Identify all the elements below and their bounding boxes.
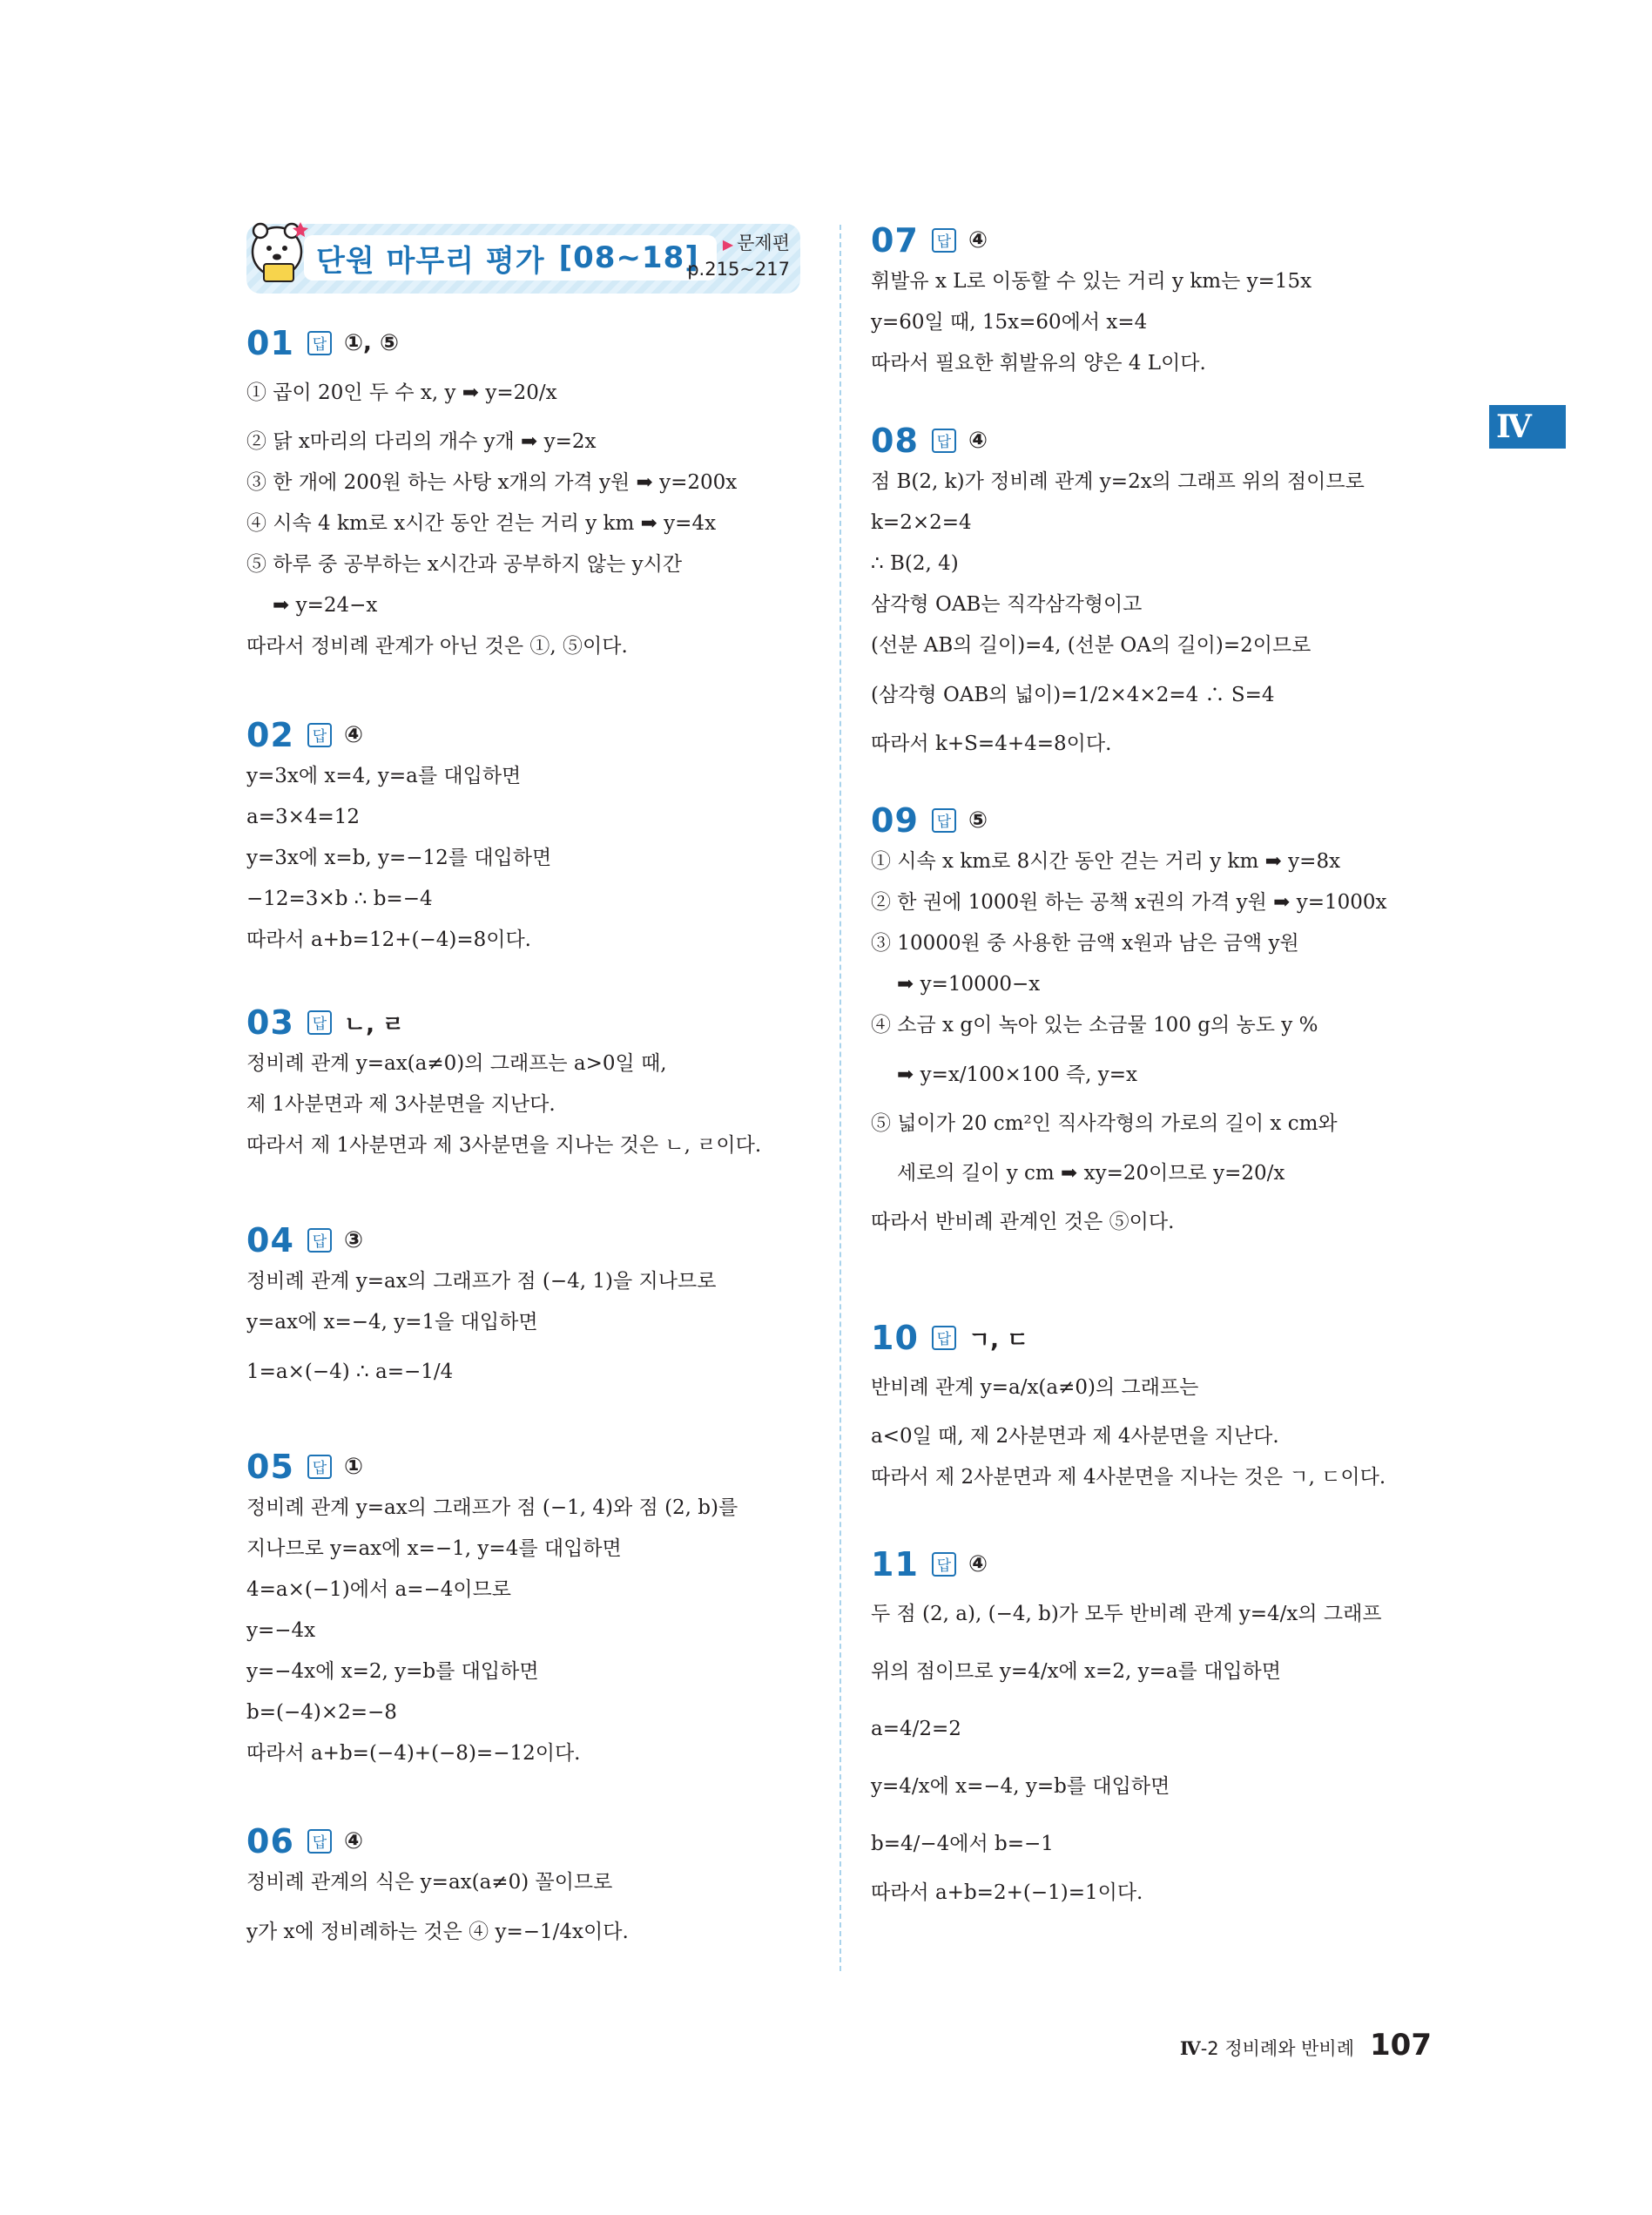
solution-line: 정비례 관계의 식은 y=ax(a≠0) 꼴이므로 — [246, 1871, 613, 1894]
solution-line: ③ 10000원 중 사용한 금액 x원과 남은 금액 y원 — [871, 932, 1299, 955]
answer-badge-icon: 답 — [307, 723, 332, 747]
chapter-tab: Ⅳ — [1489, 405, 1566, 449]
solution-line: ① 곱이 20인 두 수 x, y ➡ y=20/x — [246, 382, 557, 404]
question-number: 08 — [871, 422, 919, 460]
question-02 — [246, 714, 551, 961]
solution-line: y=3x에 x=b, y=−12를 대입하면 — [246, 847, 552, 869]
answer-value: ① — [344, 1454, 364, 1480]
answer-badge-icon: 답 — [932, 429, 956, 453]
answer-badge-icon: 답 — [932, 1326, 956, 1350]
question-01 — [246, 322, 737, 667]
column-divider — [839, 225, 841, 1971]
solution-line: 따라서 k+S=4+4=8이다. — [871, 733, 1112, 755]
question-header — [246, 322, 737, 364]
solution-line: 위의 점이므로 y=4/x에 x=2, y=a를 대입하면 — [871, 1660, 1281, 1683]
solution-line: 두 점 (2, a), (−4, b)가 모두 반비례 관계 y=4/x의 그래프 — [871, 1603, 1382, 1625]
answer-badge-icon: 답 — [307, 1455, 332, 1479]
answer-badge-icon: 답 — [932, 808, 956, 833]
question-header — [871, 420, 1365, 462]
question-08 — [871, 420, 1365, 765]
answer-value: ④ — [968, 1551, 988, 1577]
solution-line: 따라서 정비례 관계가 아닌 것은 ①, ⑤이다. — [246, 635, 628, 658]
answer-badge-icon: 답 — [307, 331, 332, 355]
question-04 — [246, 1219, 716, 1401]
solution-line: −12=3×b ∴ b=−4 — [246, 888, 433, 910]
page-number: 107 — [1370, 2028, 1432, 2063]
solution-line: 따라서 a+b=(−4)+(−8)=−12이다. — [246, 1742, 581, 1765]
answer-value: ④ — [344, 1828, 364, 1854]
question-number: 01 — [246, 324, 294, 362]
solution-line: 점 B(2, k)가 정비례 관계 y=2x의 그래프 위의 점이므로 — [871, 470, 1365, 493]
solution-line: ➡ y=10000−x — [897, 973, 1041, 996]
solution-line: 삼각형 OAB는 직각삼각형이고 — [871, 593, 1143, 616]
banner-title-text: 단원 마무리 평가 — [316, 243, 545, 279]
solution-line: a=4/2=2 — [871, 1718, 961, 1740]
solution-line: 따라서 제 1사분면과 제 3사분면을 지나는 것은 ㄴ, ㄹ이다. — [246, 1134, 762, 1157]
solution-line: ⑤ 넓이가 20 cm²인 직사각형의 가로의 길이 x cm와 — [871, 1112, 1338, 1135]
solution-line: y=−4x — [246, 1619, 316, 1642]
unit-review-banner — [246, 224, 800, 294]
answer-value: ㄱ, ㄷ — [968, 1327, 1029, 1354]
question-number: 03 — [246, 1003, 294, 1042]
solution-line: k=2×2=4 — [871, 511, 972, 534]
question-number: 09 — [871, 801, 919, 840]
solution-line: 제 1사분면과 제 3사분면을 지난다. — [246, 1093, 556, 1116]
solution-line: ∴ B(2, 4) — [871, 552, 959, 575]
solution-line: 4=a×(−1)에서 a=−4이므로 — [246, 1578, 512, 1601]
question-number: 04 — [246, 1221, 294, 1259]
solution-line: ⑤ 하루 중 공부하는 x시간과 공부하지 않는 y시간 — [246, 553, 683, 576]
question-number: 07 — [871, 221, 919, 260]
solution-line: 지나므로 y=ax에 x=−1, y=4를 대입하면 — [246, 1537, 622, 1560]
question-07 — [871, 219, 1311, 384]
reference-label: 문제편 — [737, 233, 790, 253]
banner-range: [08~18] — [558, 240, 699, 275]
answer-value: ㄴ, ㄹ — [344, 1011, 405, 1038]
solution-line: 세로의 길이 y cm ➡ xy=20이므로 y=20/x — [897, 1162, 1285, 1185]
question-number: 11 — [871, 1545, 919, 1584]
solution-line: ➡ y=x/100×100 즉, y=x — [897, 1064, 1138, 1086]
solution-line: y=60일 때, 15x=60에서 x=4 — [871, 311, 1148, 334]
solution-line: ➡ y=24−x — [273, 594, 378, 617]
solution-line: (삼각형 OAB의 넓이)=1/2×4×2=4 ∴ S=4 — [871, 684, 1275, 706]
solution-line: 1=a×(−4) ∴ a=−1/4 — [246, 1361, 454, 1383]
answer-badge-icon: 답 — [307, 1829, 332, 1854]
question-10 — [871, 1317, 1386, 1498]
answer-value: ⑤ — [968, 807, 988, 834]
solution-line: ④ 소금 x g이 녹아 있는 소금물 100 g의 농도 y % — [871, 1014, 1318, 1037]
solution-line: 정비례 관계 y=ax의 그래프가 점 (−4, 1)을 지나므로 — [246, 1270, 717, 1293]
page-footer — [1180, 2028, 1432, 2063]
question-header — [246, 1219, 716, 1261]
solution-line: 반비례 관계 y=a/x(a≠0)의 그래프는 — [871, 1376, 1199, 1399]
question-number: 10 — [871, 1319, 919, 1357]
solution-line: y=ax에 x=−4, y=1을 대입하면 — [246, 1311, 538, 1334]
question-header — [871, 1543, 1382, 1585]
reference-pages: p.215~217 — [687, 259, 790, 280]
solution-line: a<0일 때, 제 2사분면과 제 4사분면을 지난다. — [871, 1425, 1279, 1448]
answer-value: ④ — [968, 428, 988, 454]
footer-section-title: -2 정비례와 반비례 — [1200, 2038, 1355, 2059]
solution-line: 휘발유 x L로 이동할 수 있는 거리 y km는 y=15x — [871, 270, 1312, 293]
question-number: 06 — [246, 1822, 294, 1860]
answer-value: ①, ⑤ — [344, 330, 399, 356]
solution-line: b=(−4)×2=−8 — [246, 1701, 397, 1724]
answer-badge-icon: 답 — [932, 1552, 956, 1577]
solution-line: ② 한 권에 1000원 하는 공책 x권의 가격 y원 ➡ y=1000x — [871, 891, 1387, 914]
question-header — [246, 714, 551, 756]
solution-line: 따라서 제 2사분면과 제 4사분면을 지나는 것은 ㄱ, ㄷ이다. — [871, 1466, 1386, 1489]
solution-line: 정비례 관계 y=ax의 그래프가 점 (−1, 4)와 점 (2, b)를 — [246, 1496, 738, 1519]
solution-line: 따라서 필요한 휘발유의 양은 4 L이다. — [871, 352, 1206, 375]
question-header — [871, 800, 1386, 841]
question-11 — [871, 1543, 1382, 1914]
answer-badge-icon: 답 — [932, 228, 956, 253]
footer-section-roman: Ⅳ — [1179, 2037, 1201, 2059]
banner-title — [304, 235, 717, 280]
question-number: 02 — [246, 716, 294, 754]
solution-line: ① 시속 x km로 8시간 동안 걷는 거리 y km ➡ y=8x — [871, 850, 1341, 873]
question-09 — [871, 800, 1386, 1243]
solution-line: 따라서 a+b=12+(−4)=8이다. — [246, 929, 531, 951]
solution-line: b=4/−4에서 b=−1 — [871, 1833, 1054, 1855]
triangle-icon: ▶ — [722, 236, 734, 253]
solution-line: y가 x에 정비례하는 것은 ④ y=−1/4x이다. — [246, 1921, 629, 1943]
solution-line: y=3x에 x=4, y=a를 대입하면 — [246, 765, 522, 787]
solution-line: ④ 시속 4 km로 x시간 동안 걷는 거리 y km ➡ y=4x — [246, 512, 717, 535]
answer-value: ③ — [344, 1227, 364, 1253]
question-number: 05 — [246, 1448, 294, 1486]
question-03 — [246, 1002, 761, 1166]
question-header — [246, 1446, 738, 1488]
mascot-icon — [245, 217, 309, 290]
banner-reference — [687, 231, 790, 282]
solution-line: 정비례 관계 y=ax(a≠0)의 그래프는 a>0일 때, — [246, 1052, 667, 1075]
question-header — [246, 1002, 761, 1043]
answer-badge-icon: 답 — [307, 1228, 332, 1253]
answer-value: ④ — [968, 227, 988, 253]
solution-line: 따라서 a+b=2+(−1)=1이다. — [871, 1881, 1143, 1904]
answer-value: ④ — [344, 722, 364, 748]
question-header — [871, 1317, 1386, 1359]
solution-line: a=3×4=12 — [246, 806, 361, 828]
answer-badge-icon: 답 — [307, 1010, 332, 1035]
solution-line: ② 닭 x마리의 다리의 개수 y개 ➡ y=2x — [246, 430, 597, 453]
question-06 — [246, 1820, 629, 1961]
footer-section — [1180, 2035, 1354, 2061]
question-header — [246, 1820, 629, 1862]
solution-line: (선분 AB의 길이)=4, (선분 OA의 길이)=2이므로 — [871, 634, 1311, 657]
solution-line: y=−4x에 x=2, y=b를 대입하면 — [246, 1660, 539, 1683]
solution-line: 따라서 반비례 관계인 것은 ⑤이다. — [871, 1211, 1175, 1233]
solution-line: ③ 한 개에 200원 하는 사탕 x개의 가격 y원 ➡ y=200x — [246, 471, 738, 494]
solution-line: y=4/x에 x=−4, y=b를 대입하면 — [871, 1775, 1170, 1798]
question-header — [871, 219, 1311, 261]
question-05 — [246, 1446, 738, 1774]
